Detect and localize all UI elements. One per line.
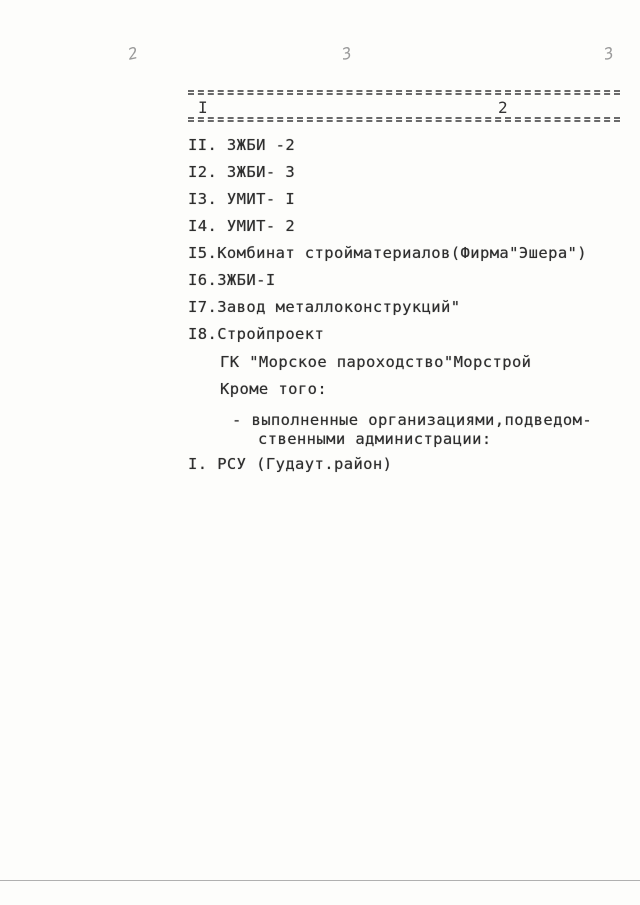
list-item-number: I6.	[188, 271, 218, 289]
list-item-text: ЗЖБИ -2	[217, 136, 296, 154]
list-item-number: I3.	[188, 190, 218, 208]
bullet-item-continuation	[258, 430, 492, 448]
list-item-number: I7.	[188, 298, 218, 316]
table-header-rule-double	[188, 120, 620, 122]
bullet-item	[232, 411, 592, 429]
list-item-text: Комбинат стройматериалов(Фирма"Эшера")	[217, 244, 588, 262]
list-item-number: I2.	[188, 163, 218, 181]
list-item	[188, 298, 461, 316]
list-item-text: - выполненные организациями,подведом-	[232, 411, 593, 429]
list-item-text: Завод металлоконструкций"	[217, 298, 461, 316]
page-bottom-edge	[0, 880, 640, 881]
list-item	[188, 190, 295, 208]
list-item	[188, 136, 295, 154]
list-item-text: ЗЖБИ- 3	[217, 163, 296, 181]
column-number-1: I	[198, 98, 208, 117]
column-number-2: 2	[498, 98, 508, 117]
table-header-rule	[188, 117, 620, 119]
list-item-number: II.	[188, 136, 218, 154]
list-item-text: РСУ (Гудаут.район)	[207, 455, 393, 473]
list-item-text: Стройпроект	[217, 325, 325, 343]
list-item	[188, 217, 295, 235]
list-item-text: ГК "Морское пароходство"Морстрой	[220, 353, 532, 371]
list-item-text: Кроме того:	[220, 380, 328, 398]
list-item-text: ственными администрации:	[258, 430, 492, 448]
list-item-number: I4.	[188, 217, 218, 235]
handwritten-page-mark-right: 3	[602, 43, 616, 64]
list-item	[188, 163, 295, 181]
list-item-number: I8.	[188, 325, 218, 343]
list-item-text: УМИТ- 2	[217, 217, 296, 235]
table-top-rule	[188, 90, 620, 92]
list-item	[188, 455, 392, 473]
list-item-text: УМИТ- I	[217, 190, 296, 208]
list-item-number: I5.	[188, 244, 218, 262]
handwritten-page-mark-left: 2	[126, 43, 140, 64]
list-item	[188, 325, 324, 343]
list-item-continuation	[220, 353, 531, 371]
list-item-number: I.	[188, 455, 208, 473]
section-note	[220, 380, 327, 398]
table-top-rule-double	[188, 93, 620, 95]
list-item-text: ЗЖБИ-I	[217, 271, 276, 289]
list-item	[188, 271, 276, 289]
list-item	[188, 244, 587, 262]
handwritten-page-mark-middle: 3	[340, 43, 354, 64]
